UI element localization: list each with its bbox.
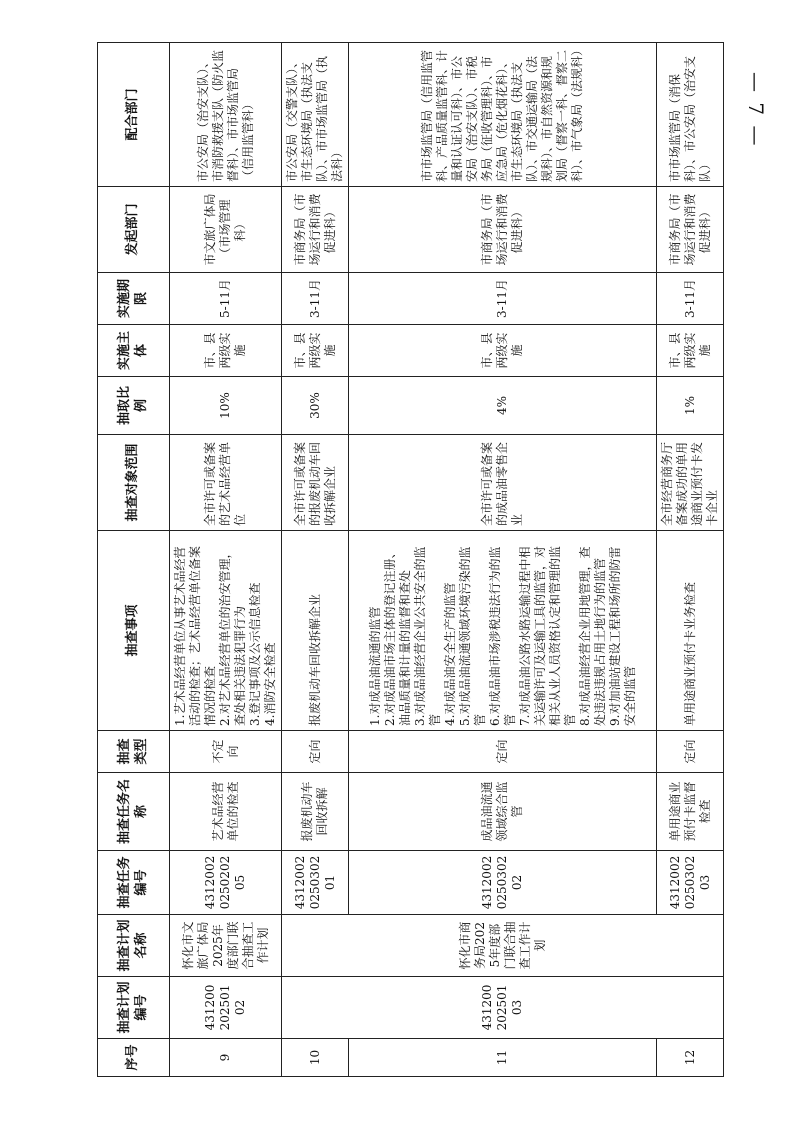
cell-task-name: 成品油流通领域综合监管	[348, 773, 656, 851]
cell-period: 3-11月	[348, 273, 656, 325]
cell-items	[169, 531, 281, 731]
check-item: 4.对成品油安全生产的监管	[442, 582, 456, 726]
cell-scope: 全市许可或备案的艺术品经营单位	[169, 435, 281, 531]
cell-ratio: 1%	[656, 377, 723, 435]
check-item: 报废机动车回收拆解企业	[307, 593, 321, 726]
check-item: 单用途商业预付卡业务检查	[682, 581, 696, 726]
header-plan-name: 抽查计划名称	[97, 915, 169, 977]
cell-seq: 12	[656, 1039, 723, 1077]
header-period: 实施期限	[97, 273, 169, 325]
header-task-name: 抽查任务名称	[97, 773, 169, 851]
check-item: 1.对成品油流通的监管	[367, 606, 381, 726]
cell-items	[348, 531, 656, 731]
cell-plan-no: 43120020250102	[169, 977, 281, 1039]
cell-task-no: 4312002025030202	[348, 851, 656, 915]
cell-task-name: 艺术品经营单位的检查	[169, 773, 281, 851]
cell-ratio: 4%	[348, 377, 656, 435]
cell-type: 不定向	[169, 731, 281, 773]
check-item: 2.对成品油市场主体的登记注册、油品质量和计量的监督和查处	[382, 546, 411, 726]
cell-initiator: 市文旅广体局（市场管理科）	[169, 187, 281, 273]
cell-type: 定向	[348, 731, 656, 773]
check-item: 4.消防安全检查	[262, 642, 277, 726]
check-item: 6.对成品油市场涉税违法行为的监管	[487, 546, 516, 726]
header-subject: 实施主体	[97, 325, 169, 377]
cell-coop: 市公安局（治安支队）、市消防救援支队（防火监督科）、市市场监管局（信用监管科）	[169, 43, 281, 187]
cell-type: 定向	[281, 731, 348, 773]
cell-task-name: 单用途商业预付卡监督检查	[656, 773, 723, 851]
cell-seq: 10	[281, 1039, 348, 1077]
cell-task-no: 4312002025030203	[656, 851, 723, 915]
cell-coop: 市市场监管局（消保科）、市公安局（治安支队）	[656, 43, 723, 187]
cell-subject: 市、县两级实施	[281, 325, 348, 377]
cell-plan-name: 怀化市文旅广体局2025年度部门联合抽查工作计划	[169, 915, 281, 977]
cell-seq: 9	[169, 1039, 281, 1077]
cell-task-no: 4312002025030201	[281, 851, 348, 915]
header-plan-no: 抽查计划编号	[97, 977, 169, 1039]
cell-task-name: 报废机动车回收拆解	[281, 773, 348, 851]
cell-scope: 全市经营商务厅备案成功的单用途商业预付卡发卡企业	[656, 435, 723, 531]
cell-items	[281, 531, 348, 731]
header-coop: 配合部门	[97, 43, 169, 187]
page-number: — 7 —	[744, 72, 768, 148]
check-item: 2.对艺术品经营单位的治安管理，查处相关违法犯罪行为	[217, 546, 247, 726]
check-item: 7.对成品油公路水路运输过程中相关运输许可及运输工具的监管，对相关从业人员资格认定和管理的监管	[517, 545, 576, 726]
cell-seq: 11	[348, 1039, 656, 1077]
header-task-no: 抽查任务编号	[97, 851, 169, 915]
cell-subject: 市、县两级实施	[169, 325, 281, 377]
check-item: 5.对成品油流通领域环境污染的监管	[457, 546, 486, 726]
header-ratio: 抽取比例	[97, 377, 169, 435]
table-row	[169, 43, 281, 1077]
cell-period: 3-11月	[656, 273, 723, 325]
header-seq: 序号	[97, 1039, 169, 1077]
header-scope: 抽查对象范围	[97, 435, 169, 531]
cell-initiator: 市商务局（市场运行和消费促进科）	[656, 187, 723, 273]
check-item: 9.对加油站建设工程和场所的防雷安全的监管	[607, 546, 636, 726]
cell-subject: 市、县两级实施	[348, 325, 656, 377]
check-item: 1.艺术品经营单位从事艺术品经营活动的检查；艺术品经营单位备案情况的检查	[172, 545, 217, 726]
check-item: 3.对成品油经营企业公共安全的监管	[412, 546, 441, 726]
cell-period: 3-11月	[281, 273, 348, 325]
cell-scope: 全市许可或备案的成品油零售企业	[348, 435, 656, 531]
cell-ratio: 30%	[281, 377, 348, 435]
cell-period: 5-11月	[169, 273, 281, 325]
cell-initiator: 市商务局（市场运行和消费促进科）	[281, 187, 348, 273]
cell-initiator: 市商务局（市场运行和消费促进科）	[348, 187, 656, 273]
cell-subject: 市、县两级实施	[656, 325, 723, 377]
cell-scope: 全市许可或备案的报废机动车回收拆解企业	[281, 435, 348, 531]
cell-plan-name: 怀化市商务局2025年度部门联合抽查工作计划	[281, 915, 723, 977]
header-items: 抽查事项	[97, 531, 169, 731]
cell-type: 定向	[656, 731, 723, 773]
cell-plan-no: 43120020250103	[281, 977, 723, 1039]
header-initiator: 发起部门	[97, 187, 169, 273]
cell-task-no: 4312002025020205	[169, 851, 281, 915]
check-item: 8.对成品油经营企业用地管理，查处违法违规占用土地行为的监管	[577, 546, 606, 726]
table-row	[281, 43, 348, 1077]
cell-coop: 市市场监管局（信用监管科、产品质量监管科、计量和认证认可科）、市公安局（治安支队）、市税务局（征收管理科）、市应急局（危化烟花科）、市生态环境局（执法支队）、市交通运输局（法规科）、市自然资源和规划局（督察一科、督察二科）、市气象局（法规科）	[348, 43, 656, 187]
spot-check-table	[97, 42, 724, 1077]
cell-coop: 市公安局（交警支队）、市生态环境局（执法支队）、市市场监管局（执法科）	[281, 43, 348, 187]
cell-items	[656, 531, 723, 731]
cell-ratio: 10%	[169, 377, 281, 435]
rotated-table-container	[97, 43, 719, 1077]
header-type: 抽查类型	[97, 731, 169, 773]
check-item: 3.登记事项及公示信息检查	[247, 582, 262, 726]
header-row	[97, 43, 169, 1077]
